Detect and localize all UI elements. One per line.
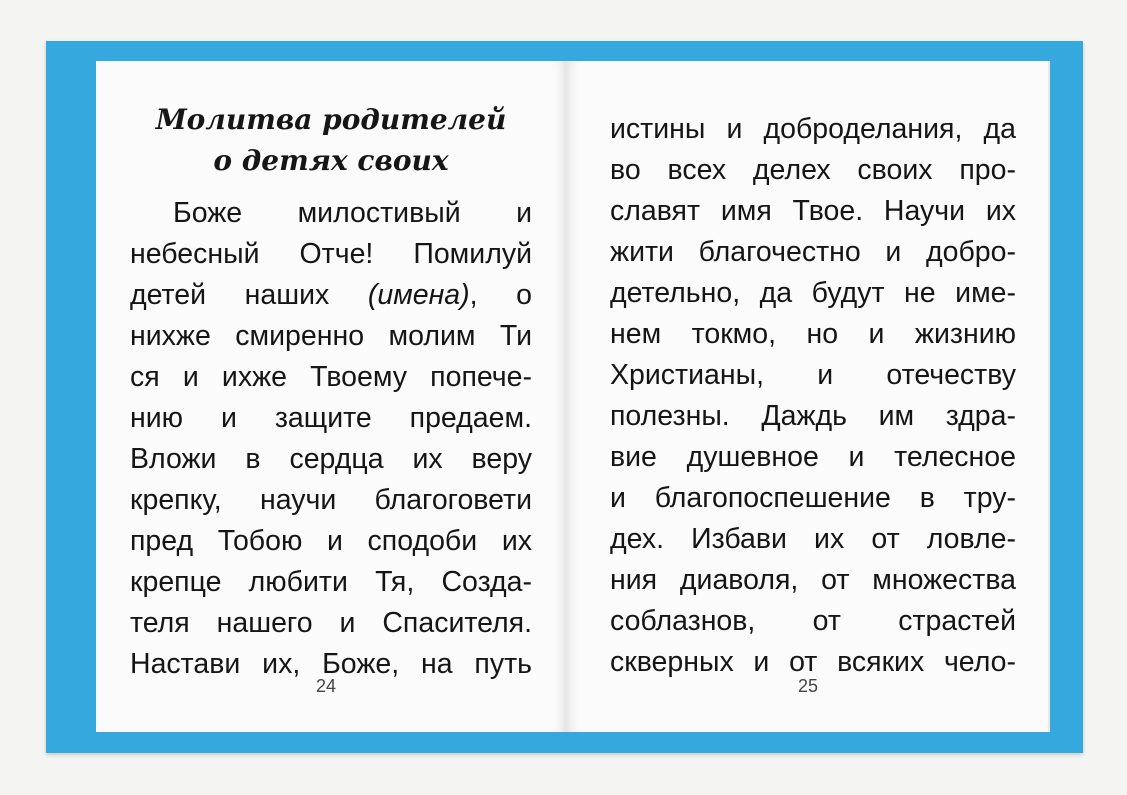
left-text-line-3 xyxy=(130,275,532,315)
right-text-line-2: во всех делех своих про- xyxy=(610,154,1016,186)
left-text-line-1: Боже милостивый и xyxy=(173,197,532,229)
right-text-line-10: и благопоспешение в тру- xyxy=(610,482,1016,514)
prayer-title-line-2: о детях своих xyxy=(213,144,449,177)
names-placeholder: (имена) xyxy=(367,279,470,311)
right-text-line-11: дех. Избави их от ловле- xyxy=(610,523,1016,555)
left-text-line-6: нию и защите предаем. xyxy=(130,402,532,434)
left-text-line-3-part-2: , о xyxy=(469,279,533,311)
right-page-number: 25 xyxy=(798,676,819,696)
left-text-line-12: Настави их, Боже, на путь xyxy=(130,648,532,680)
left-text-line-11: теля нашего и Спасителя. xyxy=(130,607,532,639)
right-text-line-12: ния диаволя, от множества xyxy=(610,564,1016,596)
right-text-line-1: истины и доброделания, да xyxy=(610,113,1016,145)
left-page-number: 24 xyxy=(316,676,337,696)
right-text-line-3: славят имя Твое. Научи их xyxy=(610,195,1016,227)
right-text-line-4: жити благочестно и добро- xyxy=(610,236,1016,268)
left-text-line-10: крепце любити Тя, Созда- xyxy=(130,566,532,598)
right-text-line-9: вие душевное и телесное xyxy=(610,441,1016,473)
left-text-line-8: крепку, научи благоговети xyxy=(130,484,532,516)
right-text-line-7: Христианы, и отечеству xyxy=(610,359,1016,391)
left-text-line-7: Вложи в сердца их веру xyxy=(130,443,532,475)
right-text-line-13: соблазнов, от страстей xyxy=(610,605,1016,637)
prayer-title-line-1: Молитва родителей xyxy=(155,103,507,136)
right-text-line-5: детельно, да будут не име- xyxy=(610,277,1016,309)
right-text-line-6: нем токмо, но и жизнию xyxy=(610,318,1016,350)
left-text-line-5: ся и ихже Твоему попече- xyxy=(130,361,532,393)
right-text-line-14: скверных и от всяких чело- xyxy=(610,646,1016,678)
left-text-line-2: небесный Отче! Помилуй xyxy=(130,238,532,270)
right-text-line-8: полезны. Даждь им здра- xyxy=(610,400,1016,432)
left-text-line-9: пред Тобою и сподоби их xyxy=(130,525,532,557)
left-text-line-4: нихже смиренно молим Ти xyxy=(130,320,532,352)
left-text-line-3-part-1: детей наших xyxy=(130,279,368,311)
